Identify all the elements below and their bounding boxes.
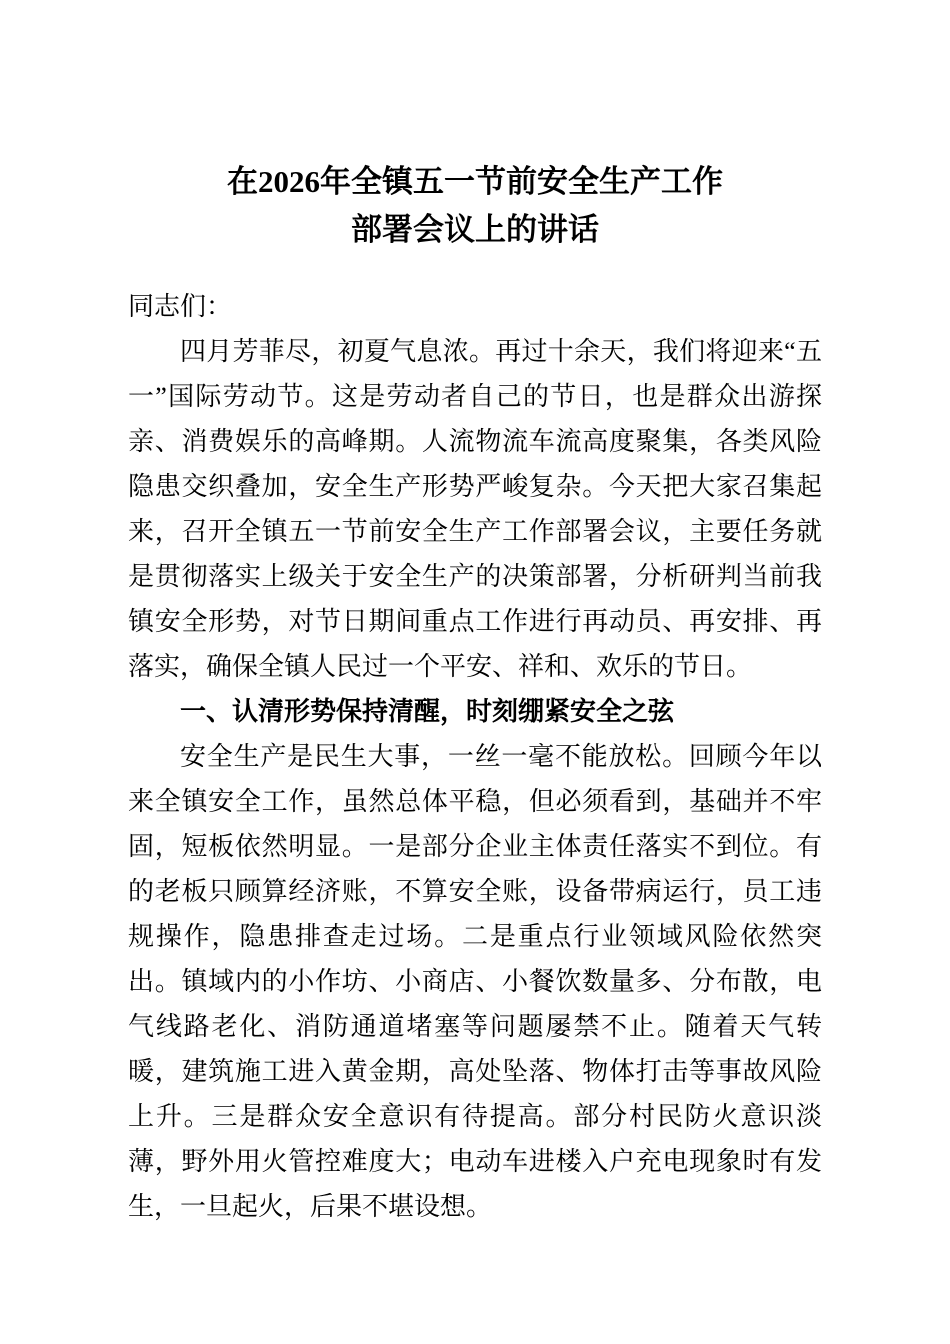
paragraph-opening: 四月芳菲尽，初夏气息浓。再过十余天，我们将迎来“五一”国际劳动节。这是劳动者自己的节日，也是群众出游探亲、消费娱乐的高峰期。人流物流车流高度聚集，各类风险隐患交织叠加，安全生产形势严峻复杂。今天把大家召集起来，召开全镇五一节前安全生产工作部署会议，主要任务就是贯彻落实上级关于安全生产的决策部署，分析研判当前我镇安全形势，对节日期间重点工作进行再动员、再安排、再落实，确保全镇人民过一个平安、祥和、欢乐的节日。 — [128, 337, 822, 681]
paragraph-section-1: 安全生产是民生大事，一丝一毫不能放松。回顾今年以来全镇安全工作，虽然总体平稳，但必须看到，基础并不牢固，短板依然明显。一是部分企业主体责任落实不到位。有的老板只顾算经济账，不算安全账，设备带病运行，员工违规操作，隐患排查走过场。二是重点行业领域风险依然突出。镇域内的小作坊、小商店、小餐饮数量多、分布散，电气线路老化、消防通道堵塞等问题屡禁不止。随着天气转暖，建筑施工进入黄金期，高处坠落、物体打击等事故风险上升。三是群众安全意识有待提高。部分村民防火意识淡薄，野外用火管控难度大；电动车进楼入户充电现象时有发生，一旦起火，后果不堪设想。 — [128, 742, 822, 1221]
title-line-2: 部署会议上的讲话 — [351, 212, 599, 247]
salutation: 同志们： — [128, 292, 233, 321]
document-title — [128, 158, 822, 254]
section-heading-1: 一、认清形势保持清醒，时刻绷紧安全之弦 — [180, 697, 675, 726]
title-line-1: 在2026年全镇五一节前安全生产工作 — [227, 164, 723, 199]
